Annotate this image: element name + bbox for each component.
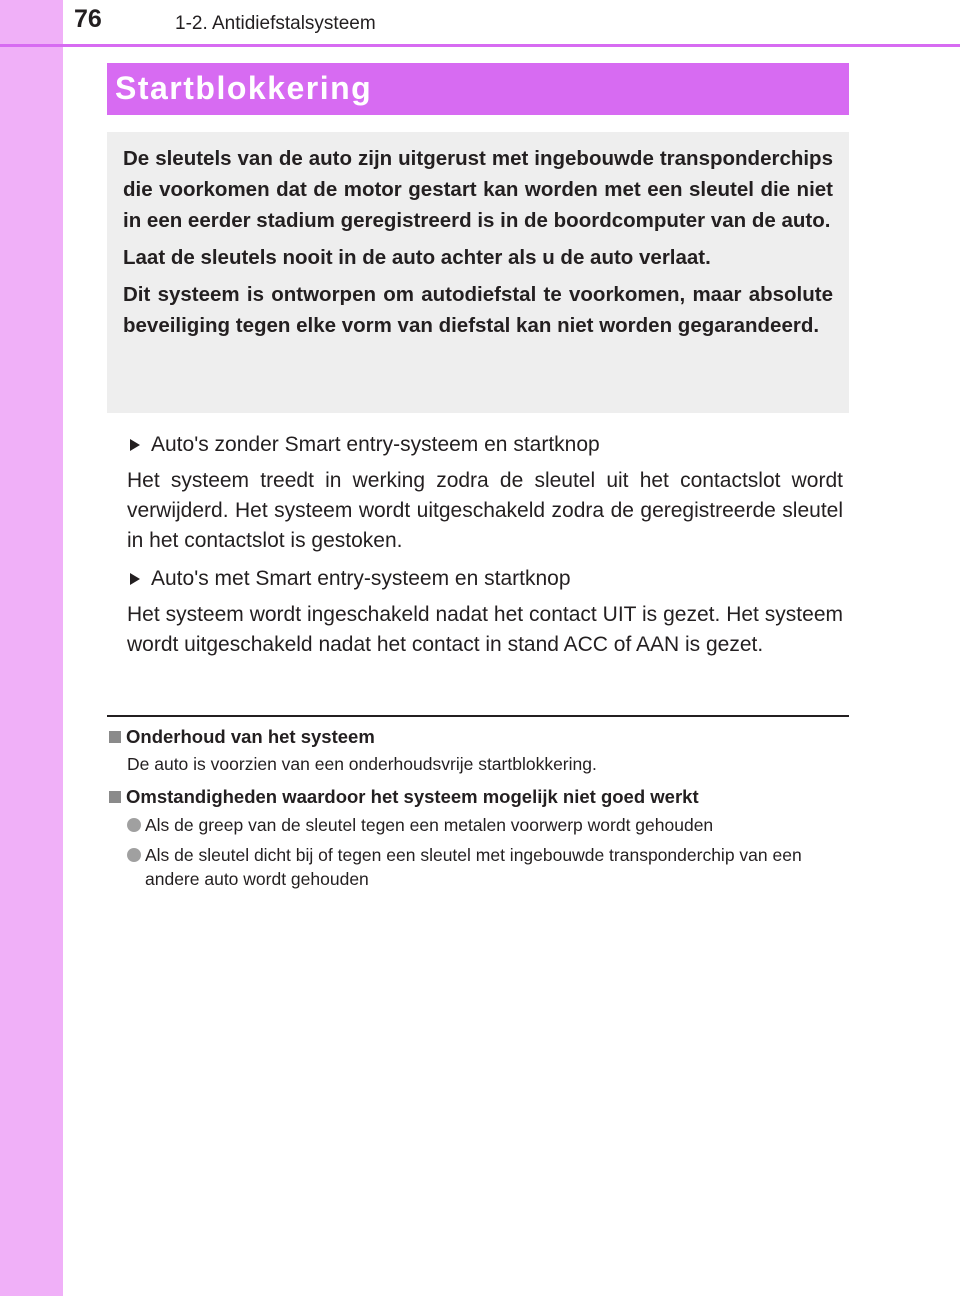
item-heading (127, 564, 843, 594)
notes-section (107, 724, 849, 897)
intro-paragraph: Dit systeem is ontworpen om autodiefstal te voorkomen, maar absolute beveiliging tegen elke vorm van diefstal kan niet worden gegarandeerd. (123, 283, 833, 337)
square-bullet-icon (109, 731, 121, 743)
item-heading-text: Auto's zonder Smart entry-systeem en startknop (151, 433, 600, 456)
list-item (127, 813, 849, 837)
list-item-text: Als de sleutel dicht bij of tegen een sleutel met ingebouwde transponderchip van een andere auto wordt gehouden (145, 845, 802, 889)
circle-bullet-icon (127, 848, 141, 862)
item-heading (127, 430, 843, 460)
item-heading-text: Auto's met Smart entry-systeem en startknop (151, 567, 571, 590)
chapter-header: 1-2. Antidiefstalsysteem (175, 13, 376, 34)
intro-paragraph: De sleutels van de auto zijn uitgerust met ingebouwde transponderchips die voorkomen dat de motor gestart kan worden met een sleutel die niet in een eerder stadium geregistreerd is in de boordcomputer van de auto. (123, 147, 833, 232)
main-content (127, 430, 843, 668)
item-body: Het systeem wordt ingeschakeld nadat het contact UIT is gezet. Het systeem wordt uitgeschakeld nadat het contact in stand ACC of AAN is gezet. (127, 603, 843, 656)
page-number: 76 (74, 5, 102, 33)
list-item (127, 843, 849, 891)
list-item-text: Als de greep van de sleutel tegen een metalen voorwerp wordt gehouden (145, 815, 714, 835)
square-bullet-icon (109, 791, 121, 803)
note-heading (107, 724, 849, 750)
note-heading-text: Onderhoud van het systeem (126, 726, 375, 747)
section-title-bar (107, 63, 849, 115)
intro-box (107, 132, 849, 413)
item-body: Het systeem treedt in werking zodra de sleutel uit het contactslot wordt verwijderd. Het systeem wordt uitgeschakeld zodra de geregistreerde sleutel in het contactslot is gestoken. (127, 469, 843, 552)
circle-bullet-icon (127, 818, 141, 832)
side-tab-strip (0, 0, 63, 1296)
section-title: Startblokkering (115, 70, 373, 106)
arrow-right-icon (130, 439, 140, 451)
header-rule (0, 44, 960, 47)
note-heading (107, 784, 849, 810)
arrow-right-icon (130, 573, 140, 585)
intro-paragraph: Laat de sleutels nooit in de auto achter als u de auto verlaat. (123, 246, 711, 269)
notes-divider (107, 715, 849, 717)
note-body: De auto is voorzien van een onderhoudsvrije startblokkering. (127, 754, 597, 774)
note-heading-text: Omstandigheden waardoor het systeem mogelijk niet goed werkt (126, 786, 699, 807)
